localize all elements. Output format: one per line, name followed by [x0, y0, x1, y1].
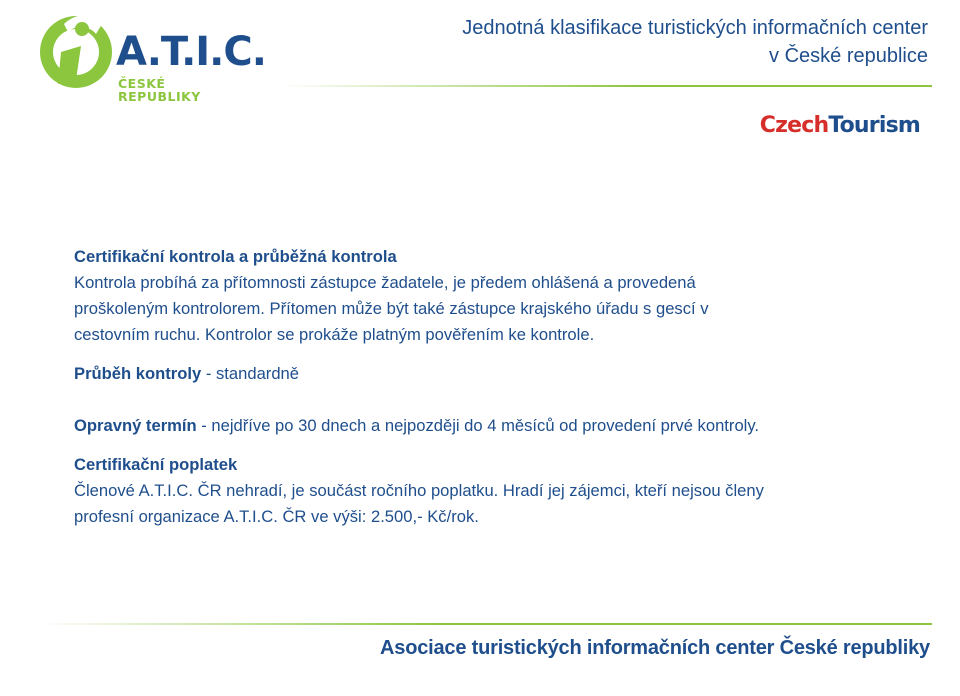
section-progress-text: - standardně — [201, 364, 300, 383]
page-title-line-1: Jednotná klasifikace turistických informačních center — [462, 17, 928, 39]
section-correction-heading: Opravný termín — [74, 416, 197, 435]
section-progress-heading: Průběh kontroly — [74, 364, 202, 383]
logo-subtitle: ČESKÉ REPUBLIKY — [118, 76, 201, 104]
logo-title: A.T.I.C. — [116, 29, 266, 75]
footer-text: Asociace turistických informačních center České republiky — [380, 637, 930, 659]
section-certification-heading: Certifikační kontrola a průběžná kontrola — [74, 247, 397, 266]
section-certification-line: cestovním ruchu. Kontrolor se prokáže platným pověřením ke kontrole. — [74, 325, 595, 344]
section-fee-line: profesní organizace A.T.I.C. ČR ve výši: 2.500,- Kč/rok. — [74, 507, 479, 526]
main-content — [74, 244, 904, 530]
atic-i-logo-icon — [30, 6, 118, 100]
section-correction-text: - nejdříve po 30 dnech a nejpozději do 4 měsíců od provedení prvé kontroly. — [196, 416, 760, 435]
section-fee-line: Členové A.T.I.C. ČR nehradí, je součást ročního poplatku. Hradí jej zájemci, kteří nejsou členy — [74, 481, 764, 500]
section-progress — [74, 361, 904, 387]
section-fee-heading: Certifikační poplatek — [74, 455, 238, 474]
czechtourism-logo-part-1: Czech — [759, 113, 829, 138]
page-title-line-2: v České republice — [769, 45, 928, 67]
section-certification-line: Kontrola probíhá za přítomnosti zástupce žadatele, je předem ohlášená a provedená — [74, 273, 696, 292]
header-divider — [280, 85, 932, 87]
footer-divider — [36, 623, 932, 625]
page-title — [328, 14, 928, 70]
atic-logo — [30, 6, 266, 104]
section-correction — [74, 413, 904, 439]
czechtourism-logo — [760, 115, 920, 137]
section-certification-line: proškoleným kontrolorem. Přítomen může být také zástupce krajského úřadu s gescí v — [74, 299, 709, 318]
czechtourism-logo-part-2: Tourism — [828, 113, 920, 138]
